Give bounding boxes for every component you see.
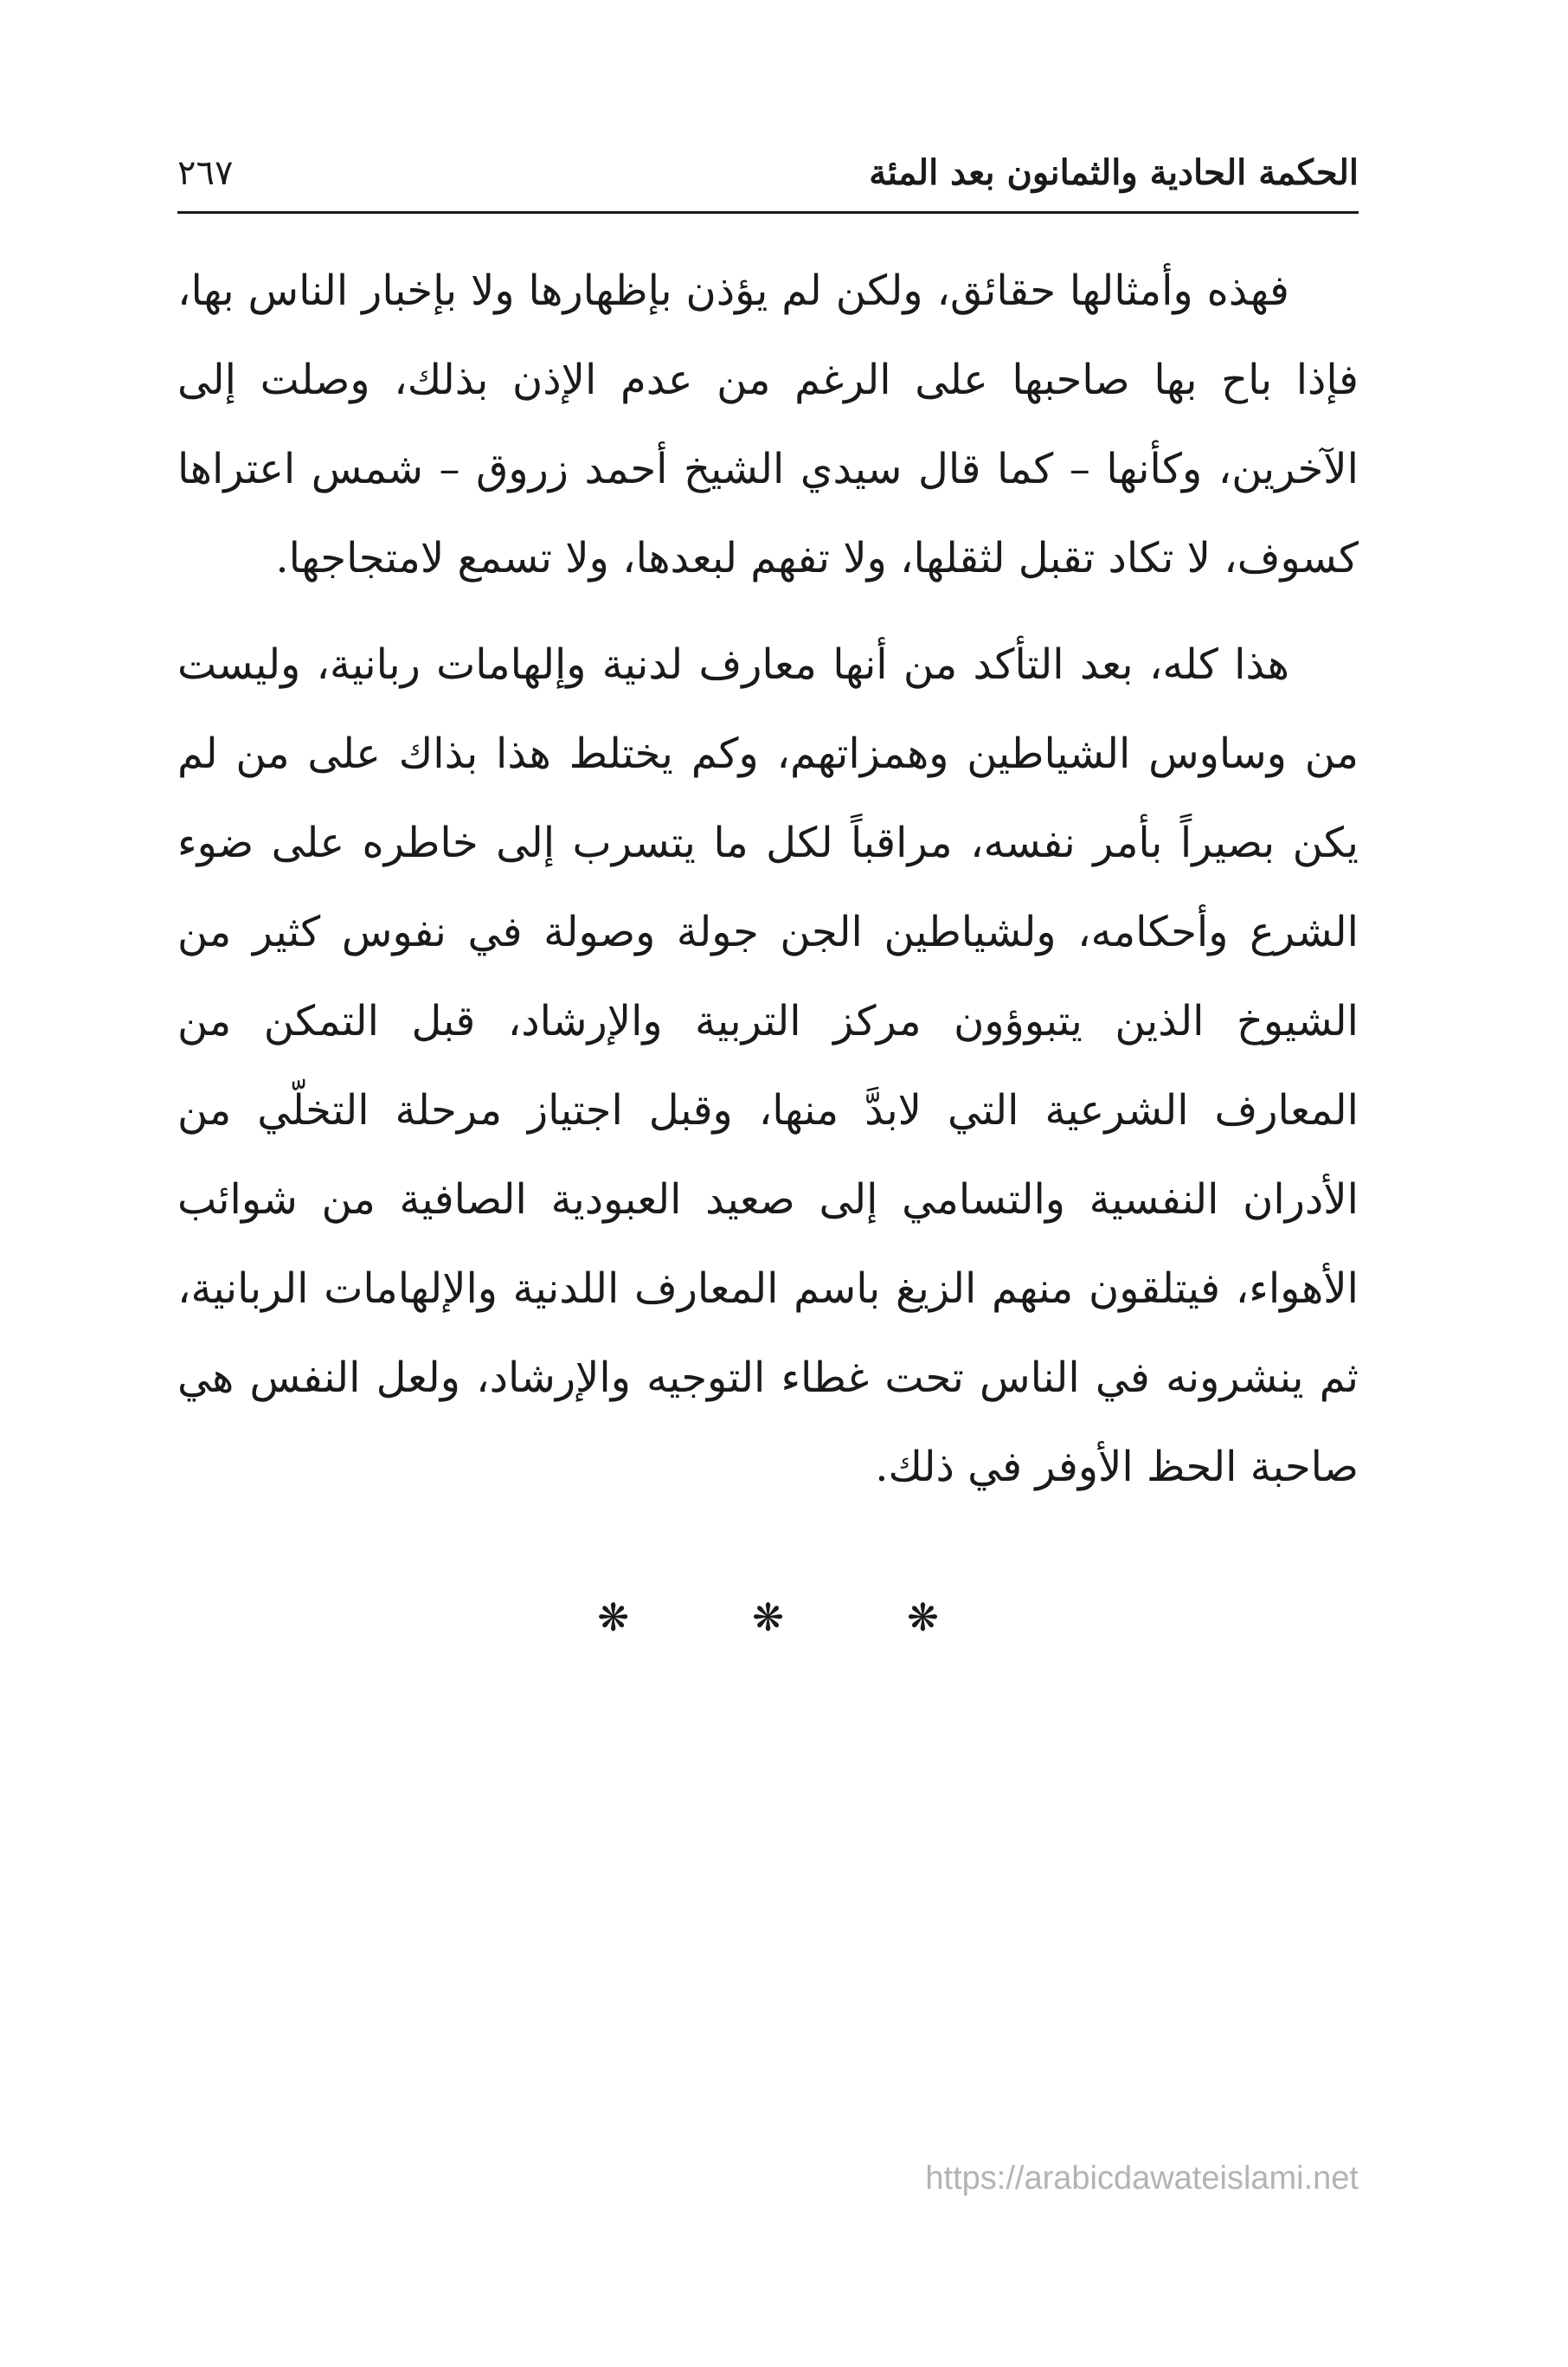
paragraph: هذا كله، بعد التأكد من أنها معارف لدنية وإلهامات ربانية، وليست من وساوس الشياطين وهمزاتهم، وكم يختلط هذا بذاك على من لم يكن بصيراً بأمر نفسه، مراقباً لكل ما يتسرب إلى خاطره على ضوء الشرع وأحكامه، ولشياطين الجن جولة وصولة في نفوس كثير من الشيوخ الذين يتبوؤون مركز التربية والإرشاد، قبل التمكن من المعارف الشرعية التي لابدَّ منها، وقبل اجتياز مرحلة التخلّي من الأدران النفسية والتسامي إلى صعيد العبودية الصافية من شوائب الأهواء، فيتلقون منهم الزيغ باسم المعارف اللدنية والإلهامات الربانية، ثم ينشرونه في الناس تحت غطاء التوجيه والإرشاد، ولعل النفس هي صاحبة الحظ الأوفر في ذلك. [177,640,1359,1491]
page-header [177,147,1359,208]
star-icon: ❋ [752,1596,784,1640]
body-text [177,247,1359,1512]
star-icon: ❋ [597,1596,630,1640]
running-title: الحكمة الحادية والثمانون بعد المئة [869,152,1359,193]
page-number: ٢٦٧ [177,153,234,193]
star-icon: ❋ [906,1596,939,1640]
watermark-url: https://arabicdawateislami.net [925,2160,1359,2197]
paragraph: فهذه وأمثالها حقائق، ولكن لم يؤذن بإظهارها ولا بإخبار الناس بها، فإذا باح بها صاحبها على الرغم من عدم الإذن بذلك، وصلت إلى الآخرين، وكأنها – كما قال سيدي الشيخ أحمد زروق – شمس اعتراها كسوف، لا تكاد تقبل لثقلها، ولا تفهم لبعدها، ولا تسمع لامتجاجها. [177,267,1359,582]
section-separator [177,1592,1359,1644]
header-rule [177,211,1359,214]
